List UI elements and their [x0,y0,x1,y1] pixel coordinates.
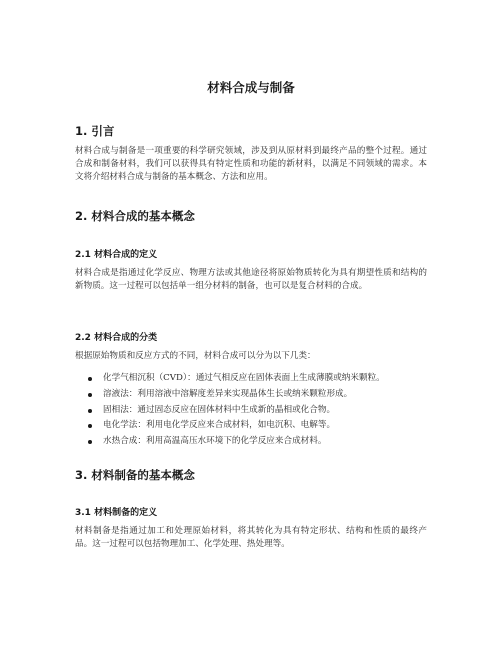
section-heading-introduction: 1. 引言 [75,124,115,138]
list-item: 溶液法：利用溶液中溶解度差异来实现晶体生长或纳米颗粒形成。 [75,387,435,403]
section-heading-synthesis-concepts: 2. 材料合成的基本概念 [75,209,195,223]
section-heading-preparation-concepts: 3. 材料制备的基本概念 [75,468,195,482]
bullet-icon [88,393,92,397]
introduction-paragraph: 材料合成与制备是一项重要的科学研究领域，涉及到从原材料到最终产品的整个过程。通过合成和制备材料，我们可以获得具有特定性质和功能的新材料，以满足不同领域的需求。本文将介绍材料合成与制备的基本概念、方法和应用。 [75,146,427,182]
subsection-heading-synthesis-definition: 2.1 材料合成的定义 [75,250,158,260]
list-item: 化学气相沉积（CVD）：通过气相反应在固体表面上生成薄膜或纳米颗粒。 [75,371,435,387]
subsection-heading-preparation-definition: 3.1 材料制备的定义 [75,508,158,518]
synthesis-classification-intro: 根据原始物质和反应方式的不同，材料合成可以分为以下几类： [75,351,316,361]
list-item: 水热合成：利用高温高压水环境下的化学反应来合成材料。 [75,434,435,450]
list-item: 电化学法：利用电化学反应来合成材料，如电沉积、电解等。 [75,418,435,434]
synthesis-definition-paragraph: 材料合成是指通过化学反应、物理方法或其他途径将原始物质转化为具有期望性质和结构的新物质。这一过程可以包括单一组分材料的制备，也可以是复合材料的合成。 [75,268,427,291]
synthesis-method-list [75,371,435,450]
list-item: 固相法：通过固态反应在固体材料中生成新的晶相或化合物。 [75,403,435,419]
document-title: 材料合成与制备 [207,80,295,95]
bullet-icon [88,424,92,428]
bullet-icon [88,409,92,413]
bullet-icon [88,440,92,444]
bullet-icon [88,377,92,381]
preparation-definition-paragraph: 材料制备是指通过加工和处理原始材料，将其转化为具有特定形状、结构和性质的最终产品。这一过程可以包括物理加工、化学处理、热处理等。 [75,526,427,549]
subsection-heading-synthesis-classification: 2.2 材料合成的分类 [75,333,158,343]
